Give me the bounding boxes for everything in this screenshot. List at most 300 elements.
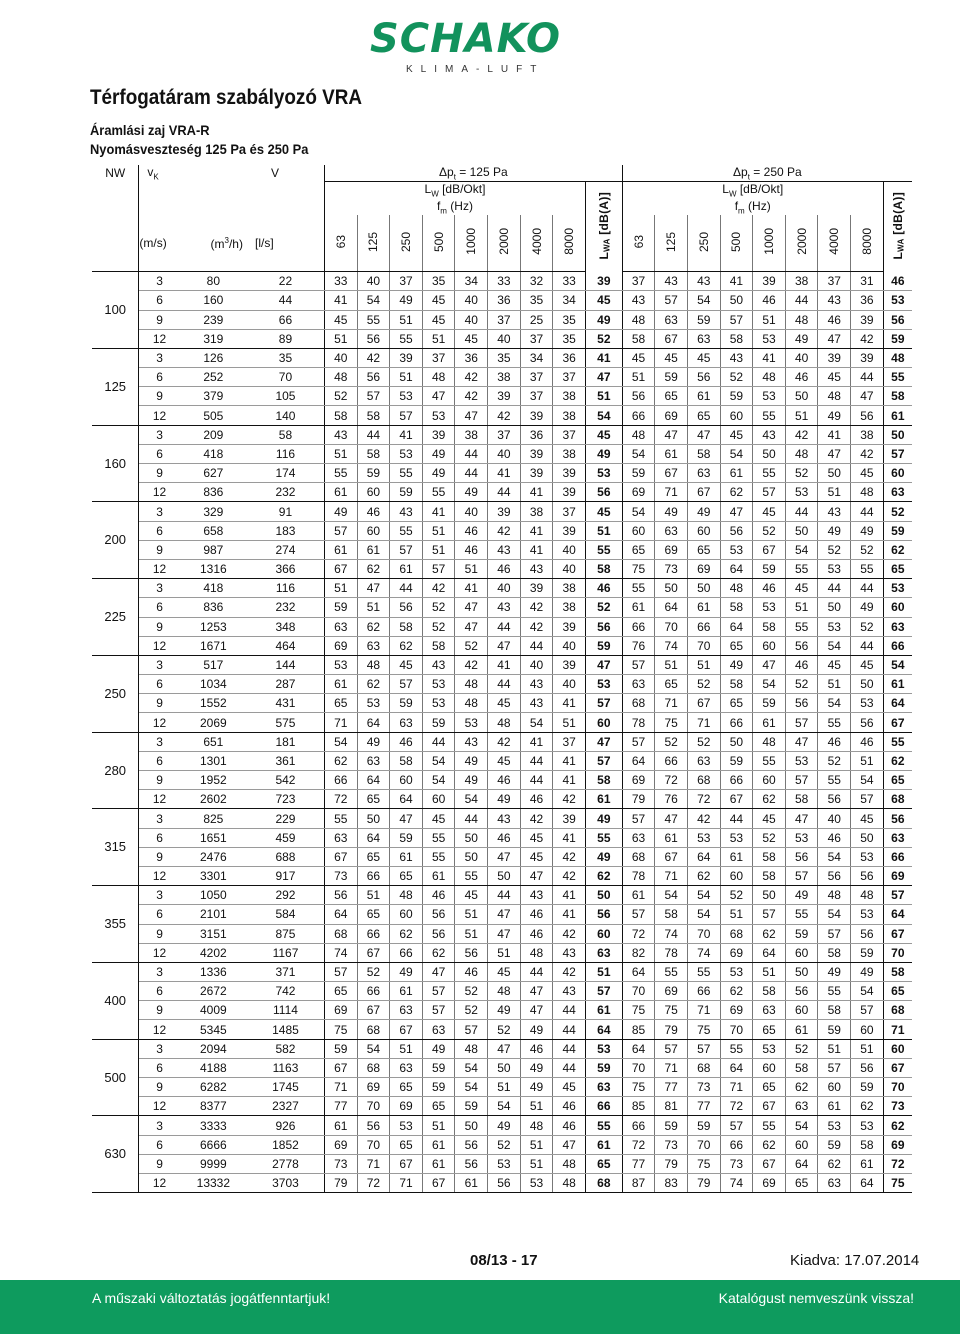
data-cell: 39 xyxy=(390,348,423,367)
data-cell: 49 xyxy=(357,732,390,751)
lwa-125-cell: 51 xyxy=(585,521,622,540)
data-cell: 41 xyxy=(520,483,553,502)
data-cell: 61 xyxy=(622,598,655,617)
data-cell: 74 xyxy=(687,943,720,962)
data-cell: 57 xyxy=(622,732,655,751)
data-cell: 50 xyxy=(851,675,884,694)
data-cell: 875 xyxy=(247,924,324,943)
table-row xyxy=(92,540,912,559)
data-cell: 43 xyxy=(720,348,753,367)
data-cell: 53 xyxy=(687,828,720,847)
data-cell: 43 xyxy=(520,694,553,713)
data-cell: 43 xyxy=(520,886,553,905)
data-cell: 60 xyxy=(785,1135,818,1154)
data-cell: 59 xyxy=(851,943,884,962)
data-cell: 52 xyxy=(455,982,488,1001)
data-cell: 319 xyxy=(180,329,247,348)
data-cell: 366 xyxy=(247,559,324,578)
data-cell: 51 xyxy=(422,540,455,559)
table-row xyxy=(92,771,912,790)
data-cell: 39 xyxy=(553,521,586,540)
table-row xyxy=(92,291,912,310)
data-cell: 181 xyxy=(247,732,324,751)
data-cell: 48 xyxy=(753,368,786,387)
data-cell: 75 xyxy=(655,1001,688,1020)
lwa-125-cell: 49 xyxy=(585,809,622,828)
data-cell: 73 xyxy=(655,1135,688,1154)
data-cell: 418 xyxy=(180,444,247,463)
lwa-125-cell: 52 xyxy=(585,329,622,348)
data-cell: 43 xyxy=(622,291,655,310)
data-cell: 41 xyxy=(720,272,753,291)
data-cell: 12 xyxy=(139,636,180,655)
data-cell: 64 xyxy=(720,1058,753,1077)
data-cell: 55 xyxy=(324,809,357,828)
data-cell: 57 xyxy=(818,1058,851,1077)
data-cell: 53 xyxy=(422,694,455,713)
nw-cell: 250 xyxy=(92,655,139,732)
data-cell: 49 xyxy=(390,291,423,310)
data-cell: 63 xyxy=(818,1173,851,1192)
data-cell: 52 xyxy=(818,540,851,559)
data-cell: 53 xyxy=(422,406,455,425)
data-cell: 36 xyxy=(851,291,884,310)
data-cell: 42 xyxy=(488,732,521,751)
data-cell: 51 xyxy=(357,598,390,617)
lwa-125-cell: 57 xyxy=(585,982,622,1001)
table-row xyxy=(92,847,912,866)
data-cell: 58 xyxy=(324,406,357,425)
data-cell: 38 xyxy=(785,272,818,291)
lwa-125-cell: 56 xyxy=(585,617,622,636)
lwa-250-cell: 57 xyxy=(883,886,912,905)
data-cell: 46 xyxy=(818,310,851,329)
data-cell: 61 xyxy=(422,1154,455,1173)
data-cell: 36 xyxy=(455,348,488,367)
lwa-250-cell: 63 xyxy=(883,617,912,636)
data-cell: 57 xyxy=(851,790,884,809)
lwa-125-cell: 46 xyxy=(585,579,622,598)
data-cell: 37 xyxy=(520,387,553,406)
lwa-250-cell: 61 xyxy=(883,406,912,425)
data-cell: 2672 xyxy=(180,982,247,1001)
data-cell: 61 xyxy=(357,540,390,559)
data-cell: 48 xyxy=(818,387,851,406)
data-cell: 48 xyxy=(553,1154,586,1173)
data-cell: 62 xyxy=(720,483,753,502)
data-cell: 54 xyxy=(818,636,851,655)
data-cell: 39 xyxy=(753,272,786,291)
data-cell: 67 xyxy=(324,1058,357,1077)
data-cell: 1034 xyxy=(180,675,247,694)
data-cell: 55 xyxy=(390,521,423,540)
data-cell: 57 xyxy=(324,521,357,540)
data-cell: 65 xyxy=(687,540,720,559)
data-cell: 58 xyxy=(818,1001,851,1020)
data-cell: 105 xyxy=(247,387,324,406)
footer-bar xyxy=(0,1280,960,1334)
data-cell: 582 xyxy=(247,1039,324,1058)
table-row xyxy=(92,809,912,828)
data-cell: 56 xyxy=(357,368,390,387)
data-cell: 62 xyxy=(753,790,786,809)
data-cell: 45 xyxy=(324,310,357,329)
data-cell: 38 xyxy=(553,387,586,406)
table-row xyxy=(92,636,912,655)
hdr-freq-63-250pa: 63 xyxy=(622,215,655,272)
data-cell: 55 xyxy=(818,982,851,1001)
data-cell: 50 xyxy=(455,1116,488,1135)
data-cell: 77 xyxy=(687,1097,720,1116)
table-row xyxy=(92,1173,912,1192)
data-cell: 2476 xyxy=(180,847,247,866)
data-cell: 54 xyxy=(687,905,720,924)
data-cell: 3 xyxy=(139,348,180,367)
data-cell: 3 xyxy=(139,579,180,598)
data-cell: 48 xyxy=(818,886,851,905)
data-cell: 61 xyxy=(390,847,423,866)
data-cell: 53 xyxy=(851,905,884,924)
lwa-125-cell: 51 xyxy=(585,387,622,406)
data-cell: 723 xyxy=(247,790,324,809)
data-cell: 49 xyxy=(390,962,423,981)
data-cell: 658 xyxy=(180,521,247,540)
table-row xyxy=(92,425,912,444)
data-cell: 67 xyxy=(753,540,786,559)
data-cell: 4188 xyxy=(180,1058,247,1077)
table-row xyxy=(92,828,912,847)
data-cell: 9 xyxy=(139,847,180,866)
data-cell: 59 xyxy=(785,924,818,943)
data-cell: 46 xyxy=(553,1116,586,1135)
data-cell: 51 xyxy=(455,559,488,578)
data-cell: 49 xyxy=(455,751,488,770)
data-cell: 66 xyxy=(720,771,753,790)
data-cell: 54 xyxy=(687,886,720,905)
data-cell: 47 xyxy=(720,502,753,521)
data-cell: 43 xyxy=(488,540,521,559)
data-cell: 72 xyxy=(324,790,357,809)
hdr-freq-250-250pa: 250 xyxy=(687,215,720,272)
data-cell: 52 xyxy=(687,732,720,751)
hdr-v: V xyxy=(247,165,324,182)
data-cell: 47 xyxy=(390,809,423,828)
lwa-250-cell: 70 xyxy=(883,1078,912,1097)
data-cell: 209 xyxy=(180,425,247,444)
data-cell: 56 xyxy=(851,866,884,885)
data-cell: 61 xyxy=(390,559,423,578)
data-cell: 6 xyxy=(139,521,180,540)
data-cell: 60 xyxy=(357,521,390,540)
data-cell: 48 xyxy=(455,1039,488,1058)
data-cell: 1163 xyxy=(247,1058,324,1077)
data-cell: 50 xyxy=(753,886,786,905)
data-cell: 51 xyxy=(324,329,357,348)
data-cell: 58 xyxy=(655,905,688,924)
data-cell: 9 xyxy=(139,1001,180,1020)
data-cell: 44 xyxy=(488,483,521,502)
data-cell: 43 xyxy=(687,272,720,291)
data-cell: 63 xyxy=(357,636,390,655)
data-cell: 44 xyxy=(851,368,884,387)
lwa-250-cell: 64 xyxy=(883,905,912,924)
data-cell: 54 xyxy=(455,790,488,809)
data-cell: 44 xyxy=(553,1039,586,1058)
data-cell: 59 xyxy=(720,751,753,770)
table-row xyxy=(92,886,912,905)
data-cell: 51 xyxy=(785,598,818,617)
data-cell: 64 xyxy=(357,713,390,732)
subtitle-pressure: Nyomásveszteség 125 Pa és 250 Pa xyxy=(90,141,309,157)
data-cell: 45 xyxy=(753,809,786,828)
data-cell: 66 xyxy=(720,1135,753,1154)
data-cell: 4202 xyxy=(180,943,247,962)
data-cell: 66 xyxy=(357,924,390,943)
lwa-125-cell: 66 xyxy=(585,1097,622,1116)
data-cell: 77 xyxy=(655,1078,688,1097)
data-cell: 55 xyxy=(851,559,884,578)
data-cell: 85 xyxy=(622,1097,655,1116)
data-cell: 49 xyxy=(488,1001,521,1020)
data-cell: 60 xyxy=(687,521,720,540)
data-cell: 40 xyxy=(455,310,488,329)
data-cell: 75 xyxy=(324,1020,357,1039)
data-cell: 66 xyxy=(687,982,720,1001)
data-cell: 39 xyxy=(553,483,586,502)
data-cell: 43 xyxy=(488,598,521,617)
data-cell: 3301 xyxy=(180,866,247,885)
hdr-freq-4000-125pa: 4000 xyxy=(520,215,553,272)
data-cell: 57 xyxy=(720,310,753,329)
data-cell: 60 xyxy=(753,771,786,790)
data-cell: 40 xyxy=(488,579,521,598)
data-cell: 2778 xyxy=(247,1154,324,1173)
data-cell: 52 xyxy=(851,617,884,636)
table-row xyxy=(92,387,912,406)
data-cell: 59 xyxy=(655,368,688,387)
data-cell: 43 xyxy=(818,502,851,521)
table-row xyxy=(92,1154,912,1173)
data-cell: 50 xyxy=(851,828,884,847)
data-cell: 61 xyxy=(687,598,720,617)
data-cell: 59 xyxy=(753,559,786,578)
data-cell: 56 xyxy=(851,1058,884,1077)
table-row xyxy=(92,924,912,943)
lwa-125-cell: 62 xyxy=(585,866,622,885)
data-cell: 41 xyxy=(488,655,521,674)
data-cell: 49 xyxy=(818,521,851,540)
data-cell: 53 xyxy=(357,694,390,713)
lwa-250-cell: 53 xyxy=(883,291,912,310)
data-cell: 65 xyxy=(357,790,390,809)
lwa-250-cell: 69 xyxy=(883,1135,912,1154)
data-cell: 42 xyxy=(553,924,586,943)
data-cell: 64 xyxy=(655,598,688,617)
data-cell: 49 xyxy=(851,598,884,617)
data-cell: 72 xyxy=(655,771,688,790)
data-cell: 50 xyxy=(655,579,688,598)
data-cell: 505 xyxy=(180,406,247,425)
data-cell: 71 xyxy=(655,694,688,713)
data-cell: 46 xyxy=(422,886,455,905)
data-cell: 53 xyxy=(753,1039,786,1058)
data-cell: 62 xyxy=(753,1135,786,1154)
nw-cell: 225 xyxy=(92,579,139,656)
data-cell: 75 xyxy=(622,1001,655,1020)
data-cell: 35 xyxy=(422,272,455,291)
data-cell: 52 xyxy=(488,1135,521,1154)
lwa-125-cell: 51 xyxy=(585,962,622,981)
data-cell: 39 xyxy=(851,348,884,367)
data-cell: 37 xyxy=(520,329,553,348)
data-cell: 69 xyxy=(720,943,753,962)
data-cell: 688 xyxy=(247,847,324,866)
data-cell: 61 xyxy=(324,1116,357,1135)
data-cell: 73 xyxy=(687,1078,720,1097)
data-cell: 39 xyxy=(818,348,851,367)
data-cell: 50 xyxy=(785,521,818,540)
table-row xyxy=(92,905,912,924)
data-cell: 40 xyxy=(357,272,390,291)
data-cell: 49 xyxy=(851,962,884,981)
data-cell: 57 xyxy=(357,387,390,406)
data-cell: 9 xyxy=(139,540,180,559)
nw-cell: 630 xyxy=(92,1116,139,1193)
data-cell: 70 xyxy=(622,982,655,1001)
data-cell: 42 xyxy=(553,962,586,981)
data-cell: 63 xyxy=(753,1001,786,1020)
data-cell: 58 xyxy=(753,617,786,636)
data-cell: 42 xyxy=(851,444,884,463)
data-cell: 59 xyxy=(753,694,786,713)
data-cell: 44 xyxy=(851,502,884,521)
data-cell: 54 xyxy=(422,751,455,770)
data-cell: 52 xyxy=(455,1001,488,1020)
data-cell: 53 xyxy=(818,617,851,636)
data-cell: 56 xyxy=(785,694,818,713)
lwa-250-cell: 59 xyxy=(883,521,912,540)
data-cell: 46 xyxy=(785,368,818,387)
data-cell: 6 xyxy=(139,598,180,617)
data-cell: 55 xyxy=(818,713,851,732)
data-cell: 69 xyxy=(720,1001,753,1020)
data-cell: 48 xyxy=(851,886,884,905)
data-cell: 56 xyxy=(455,1135,488,1154)
data-cell: 51 xyxy=(324,444,357,463)
data-cell: 418 xyxy=(180,579,247,598)
data-cell: 57 xyxy=(785,771,818,790)
hdr-freq-500-250pa: 500 xyxy=(720,215,753,272)
lwa-250-cell: 66 xyxy=(883,636,912,655)
data-cell: 67 xyxy=(720,790,753,809)
data-cell: 71 xyxy=(687,713,720,732)
data-cell: 57 xyxy=(390,406,423,425)
data-cell: 73 xyxy=(720,1154,753,1173)
data-cell: 61 xyxy=(720,847,753,866)
table-row xyxy=(92,694,912,713)
data-cell: 45 xyxy=(422,809,455,828)
data-cell: 63 xyxy=(655,310,688,329)
data-cell: 44 xyxy=(488,617,521,636)
data-cell: 12 xyxy=(139,1173,180,1192)
data-cell: 71 xyxy=(324,713,357,732)
data-cell: 41 xyxy=(553,886,586,905)
data-cell: 48 xyxy=(357,655,390,674)
lwa-125-cell: 50 xyxy=(585,886,622,905)
data-cell: 54 xyxy=(818,847,851,866)
data-cell: 67 xyxy=(422,1173,455,1192)
lwa-125-cell: 47 xyxy=(585,368,622,387)
data-cell: 45 xyxy=(655,348,688,367)
data-cell: 46 xyxy=(818,828,851,847)
data-cell: 47 xyxy=(753,655,786,674)
data-cell: 65 xyxy=(390,1078,423,1097)
data-cell: 58 xyxy=(390,751,423,770)
data-cell: 71 xyxy=(655,866,688,885)
data-cell: 69 xyxy=(622,483,655,502)
data-cell: 72 xyxy=(687,790,720,809)
data-cell: 57 xyxy=(655,1039,688,1058)
lwa-125-cell: 60 xyxy=(585,924,622,943)
data-cell: 329 xyxy=(180,502,247,521)
data-cell: 6 xyxy=(139,982,180,1001)
data-cell: 39 xyxy=(520,464,553,483)
data-cell: 67 xyxy=(687,483,720,502)
data-cell: 61 xyxy=(324,675,357,694)
data-cell: 926 xyxy=(247,1116,324,1135)
data-cell: 44 xyxy=(455,464,488,483)
data-cell: 51 xyxy=(785,406,818,425)
data-cell: 36 xyxy=(488,291,521,310)
data-cell: 40 xyxy=(455,502,488,521)
lwa-250-cell: 64 xyxy=(883,694,912,713)
lwa-125-cell: 47 xyxy=(585,732,622,751)
data-cell: 44 xyxy=(390,579,423,598)
data-cell: 3 xyxy=(139,272,180,291)
lwa-125-cell: 65 xyxy=(585,1154,622,1173)
data-cell: 56 xyxy=(851,924,884,943)
data-cell: 68 xyxy=(622,694,655,713)
hdr-lw-2: $L_W$ [dB/Okt] xyxy=(622,182,883,199)
data-cell: 39 xyxy=(553,617,586,636)
noise-data-table xyxy=(92,165,912,1193)
data-cell: 9 xyxy=(139,617,180,636)
table-row xyxy=(92,1078,912,1097)
lwa-250-cell: 60 xyxy=(883,464,912,483)
data-cell: 70 xyxy=(622,1058,655,1077)
subtitle-noise: Áramlási zaj VRA-R xyxy=(90,122,210,138)
data-cell: 53 xyxy=(785,751,818,770)
data-cell: 82 xyxy=(622,943,655,962)
data-cell: 39 xyxy=(488,502,521,521)
data-cell: 54 xyxy=(520,713,553,732)
table-row xyxy=(92,1097,912,1116)
data-cell: 65 xyxy=(390,866,423,885)
data-cell: 287 xyxy=(247,675,324,694)
data-cell: 3 xyxy=(139,962,180,981)
data-cell: 56 xyxy=(687,368,720,387)
data-cell: 44 xyxy=(455,444,488,463)
data-cell: 53 xyxy=(753,329,786,348)
data-cell: 77 xyxy=(622,1154,655,1173)
data-cell: 41 xyxy=(553,828,586,847)
data-cell: 51 xyxy=(390,310,423,329)
data-cell: 45 xyxy=(455,329,488,348)
data-cell: 62 xyxy=(687,866,720,885)
data-cell: 64 xyxy=(357,771,390,790)
data-cell: 49 xyxy=(455,483,488,502)
data-cell: 47 xyxy=(687,425,720,444)
